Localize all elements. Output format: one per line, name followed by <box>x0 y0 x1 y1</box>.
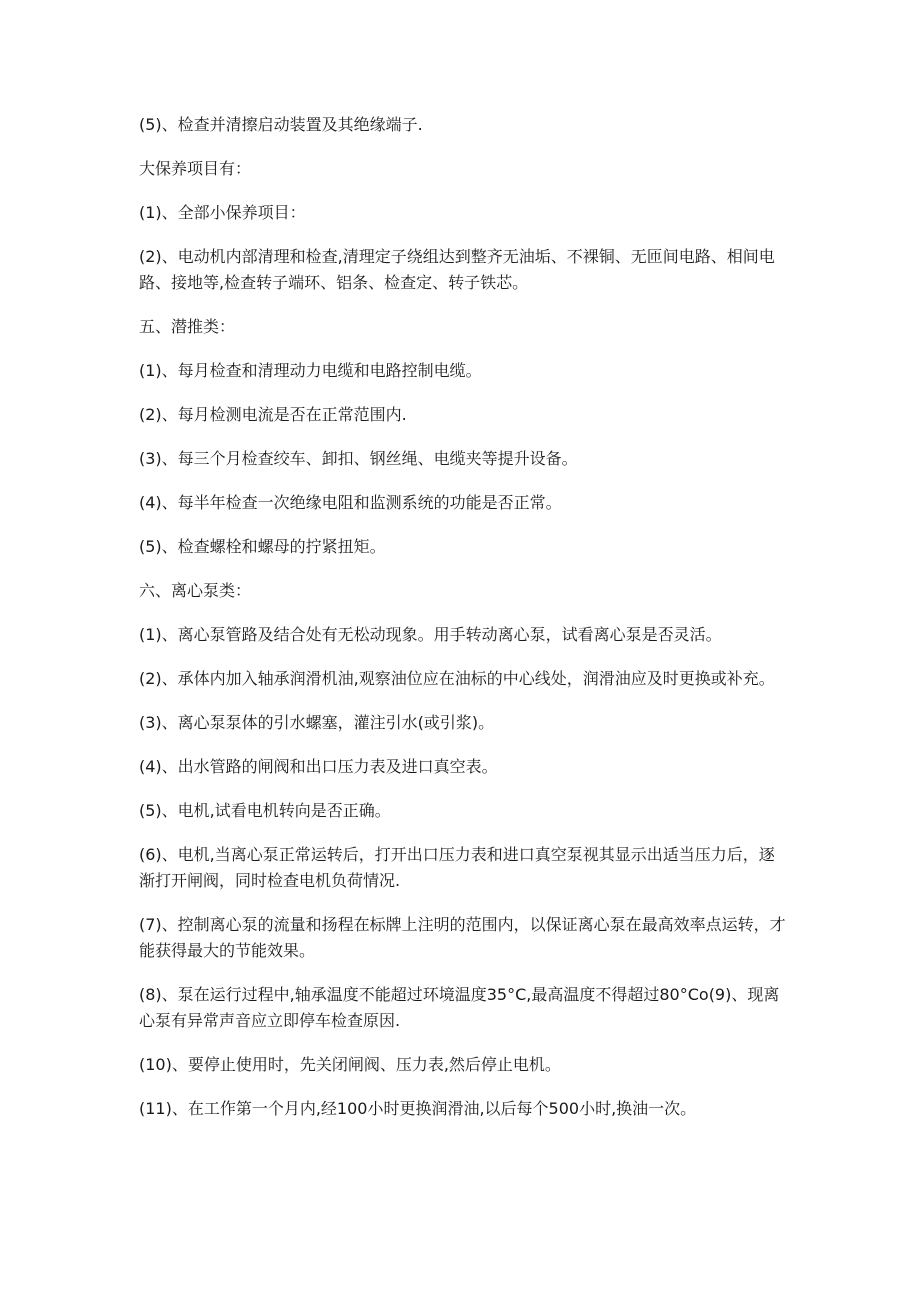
paragraph: (3)、每三个月检查绞车、卸扣、钢丝绳、电缆夹等提升设备。 <box>139 449 578 468</box>
paragraph: (1)、离心泵管路及结合处有无松动现象。用手转动离心泵，试看离心泵是否灵活。 <box>139 625 722 644</box>
paragraph: (2)、电动机内部清理和检查,清理定子绕组达到整齐无油垢、不裸铜、无匝间电路、相间电路、接地等,检查转子端环、铝条、检查定、转子铁芯。 <box>139 247 775 292</box>
paragraph: (6)、电机,当离心泵正常运转后，打开出口压力表和进口真空泵视其显示出适当压力后，逐渐打开闸阀，同时检查电机负荷情况. <box>139 845 775 890</box>
paragraph: (7)、控制离心泵的流量和扬程在标牌上注明的范围内，以保证离心泵在最高效率点运转，才能获得最大的节能效果。 <box>139 915 786 960</box>
paragraph: (3)、离心泵泵体的引水螺塞，灌注引水(或引浆)。 <box>139 713 495 732</box>
paragraph: (8)、泵在运行过程中,轴承温度不能超过环境温度35°C,最高温度不得超过80°Co(9)、现离心泵有异常声音应立即停车检查原因. <box>139 985 780 1030</box>
paragraph: (11)、在工作第一个月内,经100小时更换润滑油,以后每个500小时,换油一次。 <box>139 1099 697 1118</box>
paragraph: (5)、检查并清擦启动装置及其绝缘端子. <box>139 115 423 134</box>
paragraph: (4)、出水管路的闸阀和出口压力表及进口真空表。 <box>139 757 498 776</box>
paragraph: (10)、要停止使用时，先关闭闸阀、压力表,然后停止电机。 <box>139 1055 561 1074</box>
section-heading-major-maintenance: 大保养项目有： <box>139 159 252 178</box>
paragraph: (5)、检查螺栓和螺母的拧紧扭矩。 <box>139 537 386 556</box>
section-heading-submersible: 五、潜推类： <box>139 317 236 336</box>
paragraph: (1)、每月检查和清理动力电缆和电路控制电缆。 <box>139 361 482 380</box>
section-heading-centrifugal-pump: 六、离心泵类： <box>139 581 252 600</box>
paragraph: (2)、承体内加入轴承润滑机油,观察油位应在油标的中心线处，润滑油应及时更换或补充。 <box>139 669 775 688</box>
paragraph: (5)、电机,试看电机转向是否正确。 <box>139 801 391 820</box>
paragraph: (2)、每月检测电流是否在正常范围内. <box>139 405 407 424</box>
paragraph: (4)、每半年检查一次绝缘电阻和监测系统的功能是否正常。 <box>139 493 562 512</box>
paragraph: (1)、全部小保养项目： <box>139 203 306 222</box>
